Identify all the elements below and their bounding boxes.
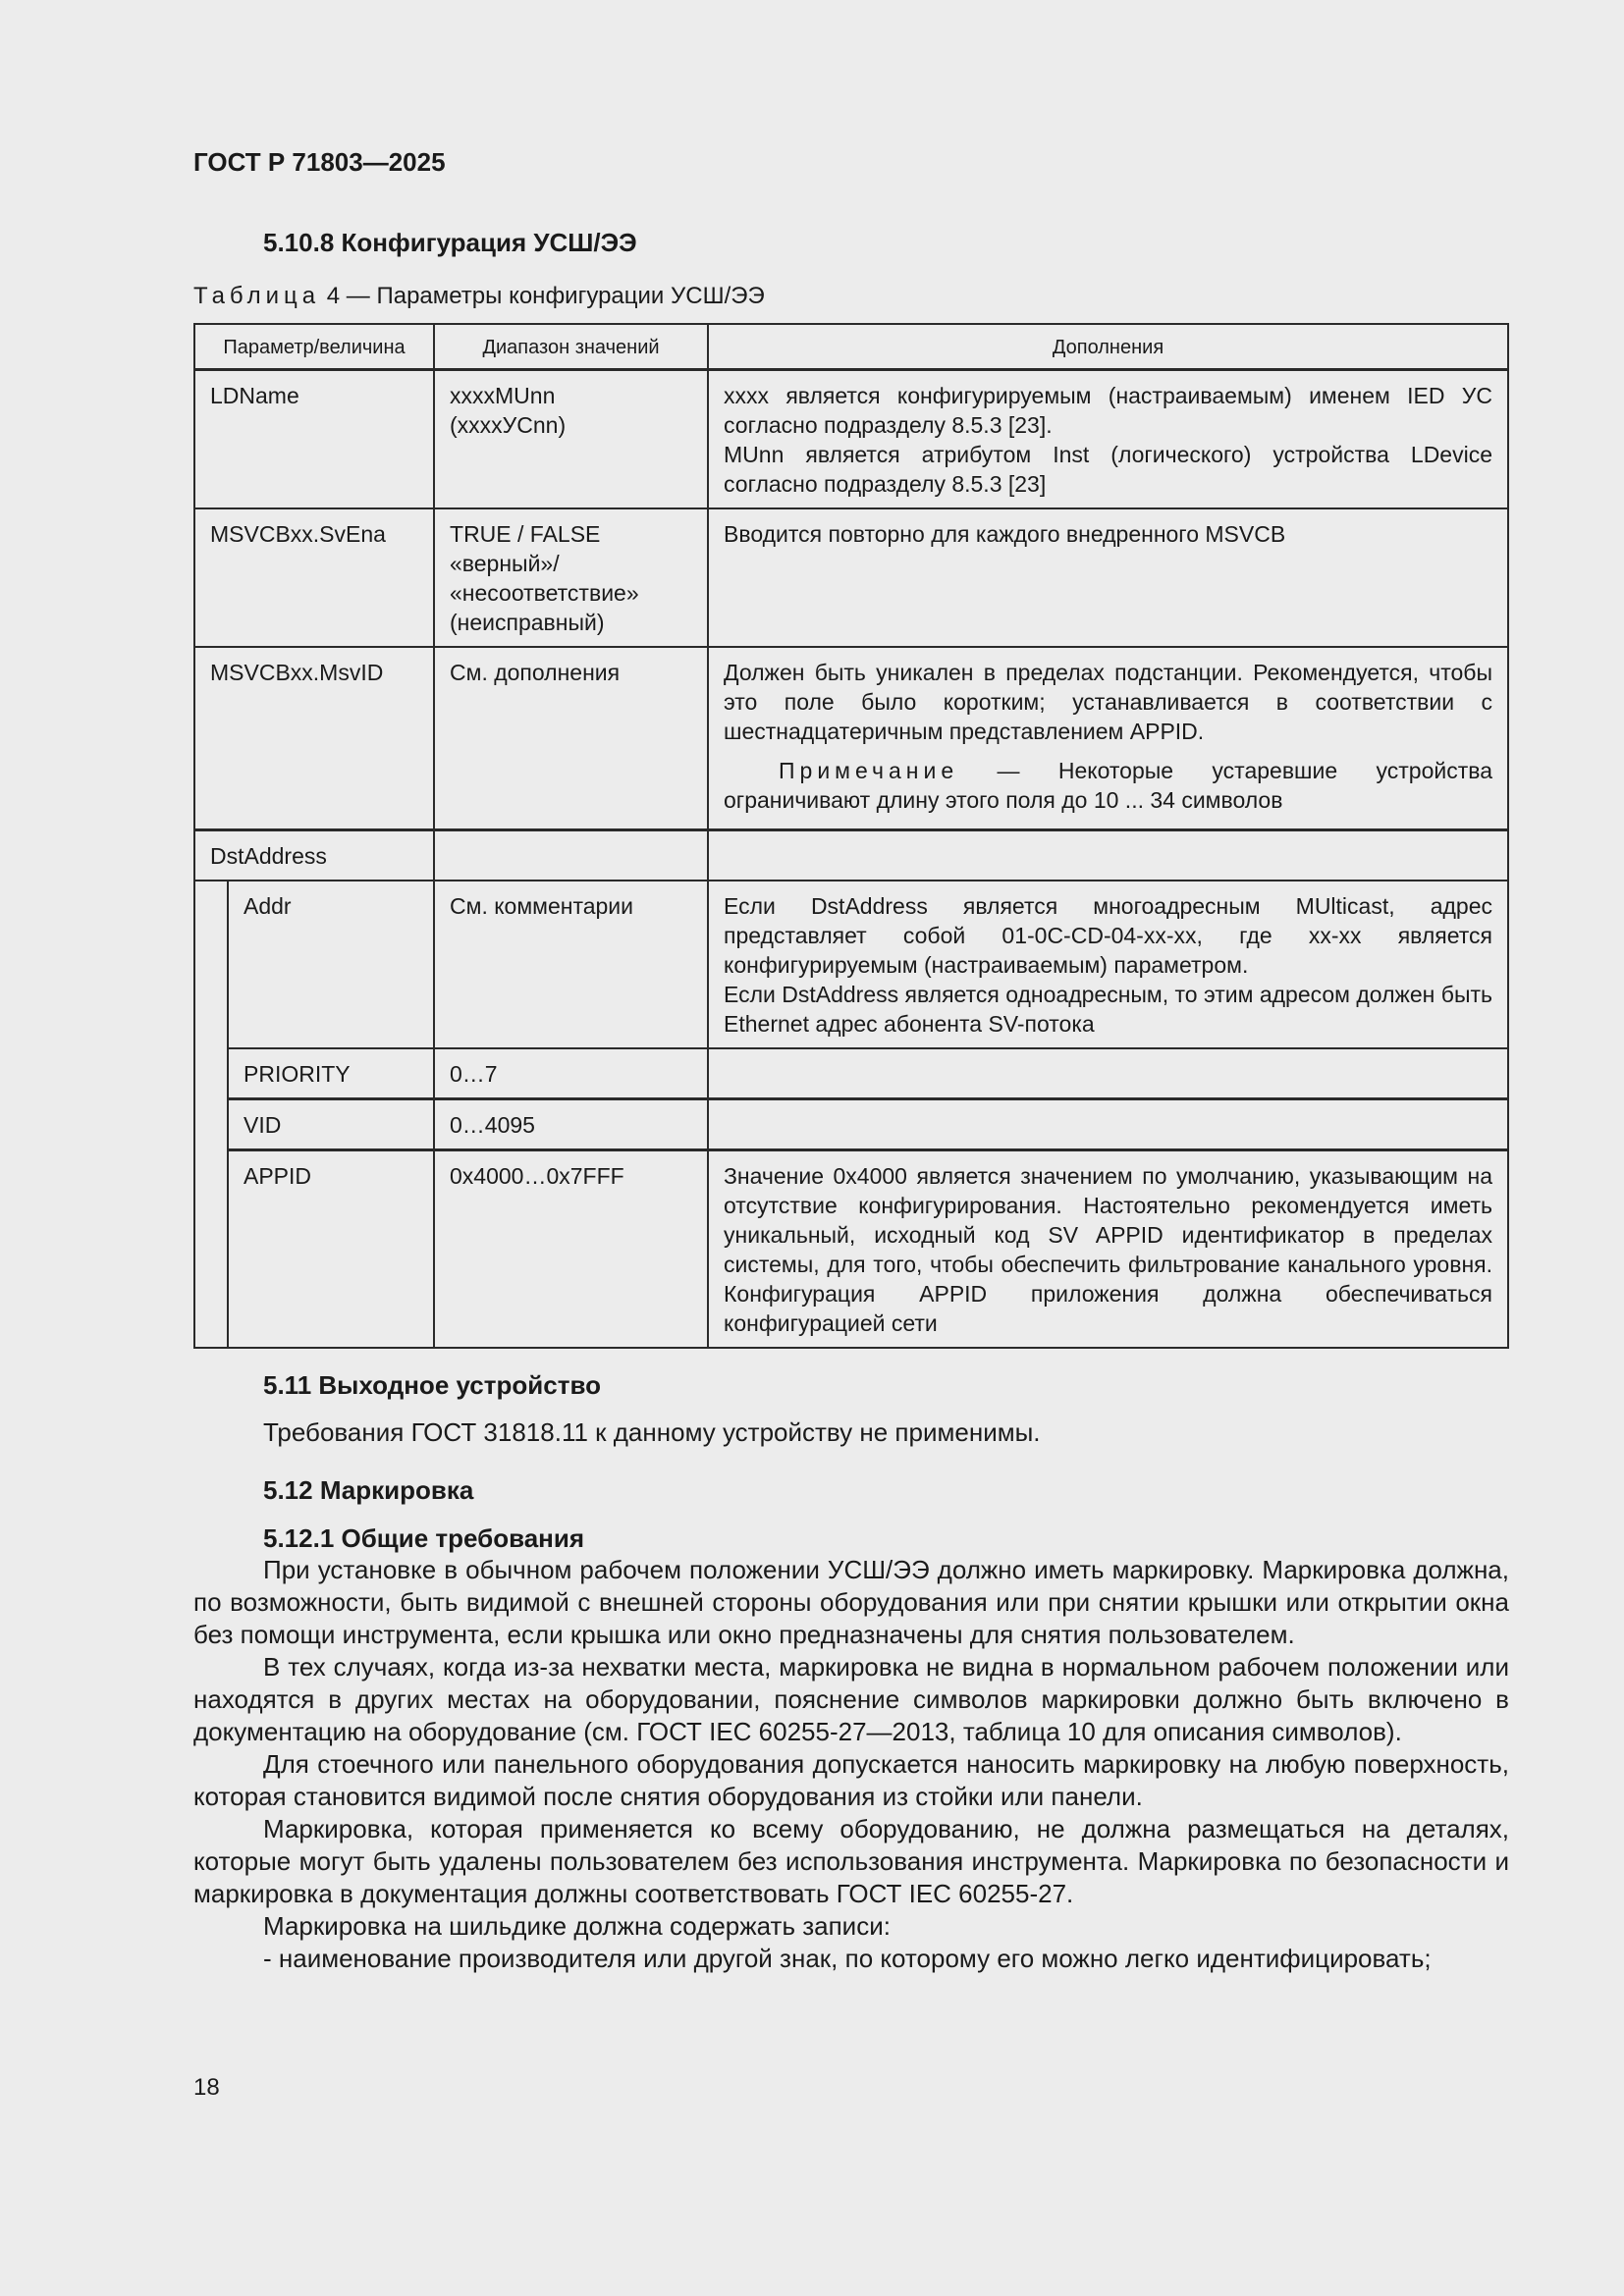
table-row — [194, 647, 1508, 829]
notes-cell — [708, 1149, 1508, 1348]
range-line: 0x4000…0x7FFF — [450, 1162, 624, 1189]
param-cell: DstAddress — [194, 829, 434, 881]
notes-cell — [708, 829, 1508, 881]
notes-cell — [708, 647, 1508, 829]
param-cell: MSVCBxx.SvEna — [194, 508, 434, 647]
table-row — [194, 829, 1508, 881]
header-notes: Дополнения — [708, 324, 1508, 370]
list-item: - наименование производителя или другой знак, по которому его можно легко идентифицировать; — [263, 1944, 1432, 1973]
notes-line: Если DstAddress является многоадресным MUlticast, адрес представляет собой 01-0C-CD-04-xx-xx, где xx-xx является конфигурируемым (настраиваемым) параметром. — [724, 892, 1492, 978]
section-5-12-1-title: 5.12.1 Общие требования — [263, 1523, 585, 1553]
table-subrow — [194, 1048, 1508, 1099]
notes-line: Если DstAddress является одноадресным, то этим адресом должен быть Ethernet адрес абонента SV-потока — [724, 981, 1492, 1037]
range-line: 0…7 — [450, 1060, 498, 1087]
table-row — [194, 508, 1508, 647]
range-cell — [434, 1149, 708, 1348]
table-header-row — [194, 324, 1508, 370]
paragraph: Маркировка, которая применяется ко всему оборудованию, не должна размещаться на деталях, которые могут быть удалены пользователем без использования инструмента. Маркировка по безопасности и маркировка в документация должны соответствовать ГОСТ IEC 60255-27. — [193, 1814, 1509, 1908]
section-5-10-8-title: 5.10.8 Конфигурация УСШ/ЭЭ — [263, 228, 637, 257]
param-cell: APPID — [228, 1149, 434, 1348]
section-5-12-1-body — [193, 1554, 1509, 1975]
range-line: (неисправный) — [450, 610, 605, 635]
range-line: «верный»/ — [450, 551, 560, 576]
table-caption-word: Таблица — [193, 283, 321, 309]
range-cell — [434, 1098, 708, 1149]
range-cell — [434, 881, 708, 1048]
param-cell: LDName — [194, 370, 434, 509]
range-line: (xxxxУCnn) — [450, 412, 567, 438]
table-subrow — [194, 1098, 1508, 1149]
section-5-12-title: 5.12 Маркировка — [263, 1475, 474, 1505]
param-cell: MSVCBxx.MsvID — [194, 647, 434, 829]
notes-line: Вводится повторно для каждого внедренного MSVCB — [724, 521, 1286, 547]
indent-cell — [194, 881, 228, 1048]
paragraph: Маркировка на шильдике должна содержать записи: — [263, 1911, 891, 1941]
page-number: 18 — [193, 2074, 220, 2101]
range-cell — [434, 647, 708, 829]
notes-line: xxxx является конфигурируемым (настраиваемым) именем IED УС согласно подразделу 8.5.3 [23]. — [724, 383, 1492, 438]
paragraph: При установке в обычном рабочем положении УСШ/ЭЭ должно иметь маркировку. Маркировка должна, по возможности, быть видимой с внешней стороны оборудования или при снятии крышки или открытии окна без помощи инструмента, если крышка или окно предназначены для снятия пользователем. — [193, 1555, 1509, 1649]
paragraph: Для стоечного или панельного оборудования допускается наносить маркировку на любую поверхность, которая становится видимой после снятия оборудования из стойки или панели. — [193, 1749, 1509, 1811]
notes-cell — [708, 1098, 1508, 1149]
table-note — [724, 756, 1492, 815]
table-caption-text: 4 — Параметры конфигурации УСШ/ЭЭ — [326, 283, 765, 309]
range-cell — [434, 1048, 708, 1099]
range-line: См. комментарии — [450, 892, 634, 919]
param-cell: Addr — [228, 881, 434, 1048]
section-5-11-title: 5.11 Выходное устройство — [263, 1370, 601, 1400]
range-line: 0…4095 — [450, 1111, 535, 1138]
notes-cell — [708, 1048, 1508, 1099]
note-label: Примечание — [779, 758, 959, 783]
document-id: ГОСТ Р 71803—2025 — [193, 147, 446, 177]
table-subrow — [194, 881, 1508, 1048]
range-line: TRUE / FALSE — [450, 521, 601, 547]
range-line: «несоответствие» — [450, 580, 639, 606]
notes-line: MUnn является атрибутом Inst (логического) устройства LDevice согласно подразделу 8.5.3 [23] — [724, 442, 1492, 497]
param-cell: VID — [228, 1098, 434, 1149]
indent-cell — [194, 1149, 228, 1348]
range-cell — [434, 370, 708, 509]
param-cell: PRIORITY — [228, 1048, 434, 1099]
paragraph: Требования ГОСТ 31818.11 к данному устройству не применимы. — [263, 1417, 1041, 1447]
range-line: См. дополнения — [450, 660, 621, 685]
notes-cell — [708, 370, 1508, 509]
header-range: Диапазон значений — [434, 324, 708, 370]
notes-cell — [708, 508, 1508, 647]
notes-cell — [708, 881, 1508, 1048]
header-param: Параметр/величина — [194, 324, 434, 370]
table-row — [194, 370, 1508, 509]
table-caption — [193, 283, 765, 310]
parameters-table — [193, 323, 1509, 1349]
section-5-11-text — [193, 1416, 1509, 1449]
indent-cell — [194, 1048, 228, 1099]
notes-line: Значение 0x4000 является значением по умолчанию, указывающим на отсутствие конфигурирования. Настоятельно рекомендуется иметь уникальный, исходный код SV APPID идентификатор в пределах системы, для того, чтобы обеспечить фильтрование канального уровня. Конфигурация APPID приложения должна обеспечиваться конфигурацией сети — [724, 1162, 1492, 1336]
range-line: xxxxMUnn — [450, 383, 556, 408]
table-subrow — [194, 1149, 1508, 1348]
note-text: — Некоторые устаревшие устройства ограничивают длину этого поля до 10 ... 34 символов — [724, 758, 1492, 813]
indent-cell — [194, 1098, 228, 1149]
notes-line: Должен быть уникален в пределах подстанции. Рекомендуется, чтобы это поле было коротким; устанавливается в соответствии с шестнадцатеричным представлением APPID. — [724, 660, 1492, 744]
paragraph: В тех случаях, когда из-за нехватки места, маркировка не видна в нормальном рабочем положении или находятся в других местах на оборудовании, пояснение символов маркировки должно быть включено в документацию на оборудование (см. ГОСТ IEC 60255-27—2013, таблица 10 для описания символов). — [193, 1652, 1509, 1746]
range-cell — [434, 508, 708, 647]
range-cell — [434, 829, 708, 881]
